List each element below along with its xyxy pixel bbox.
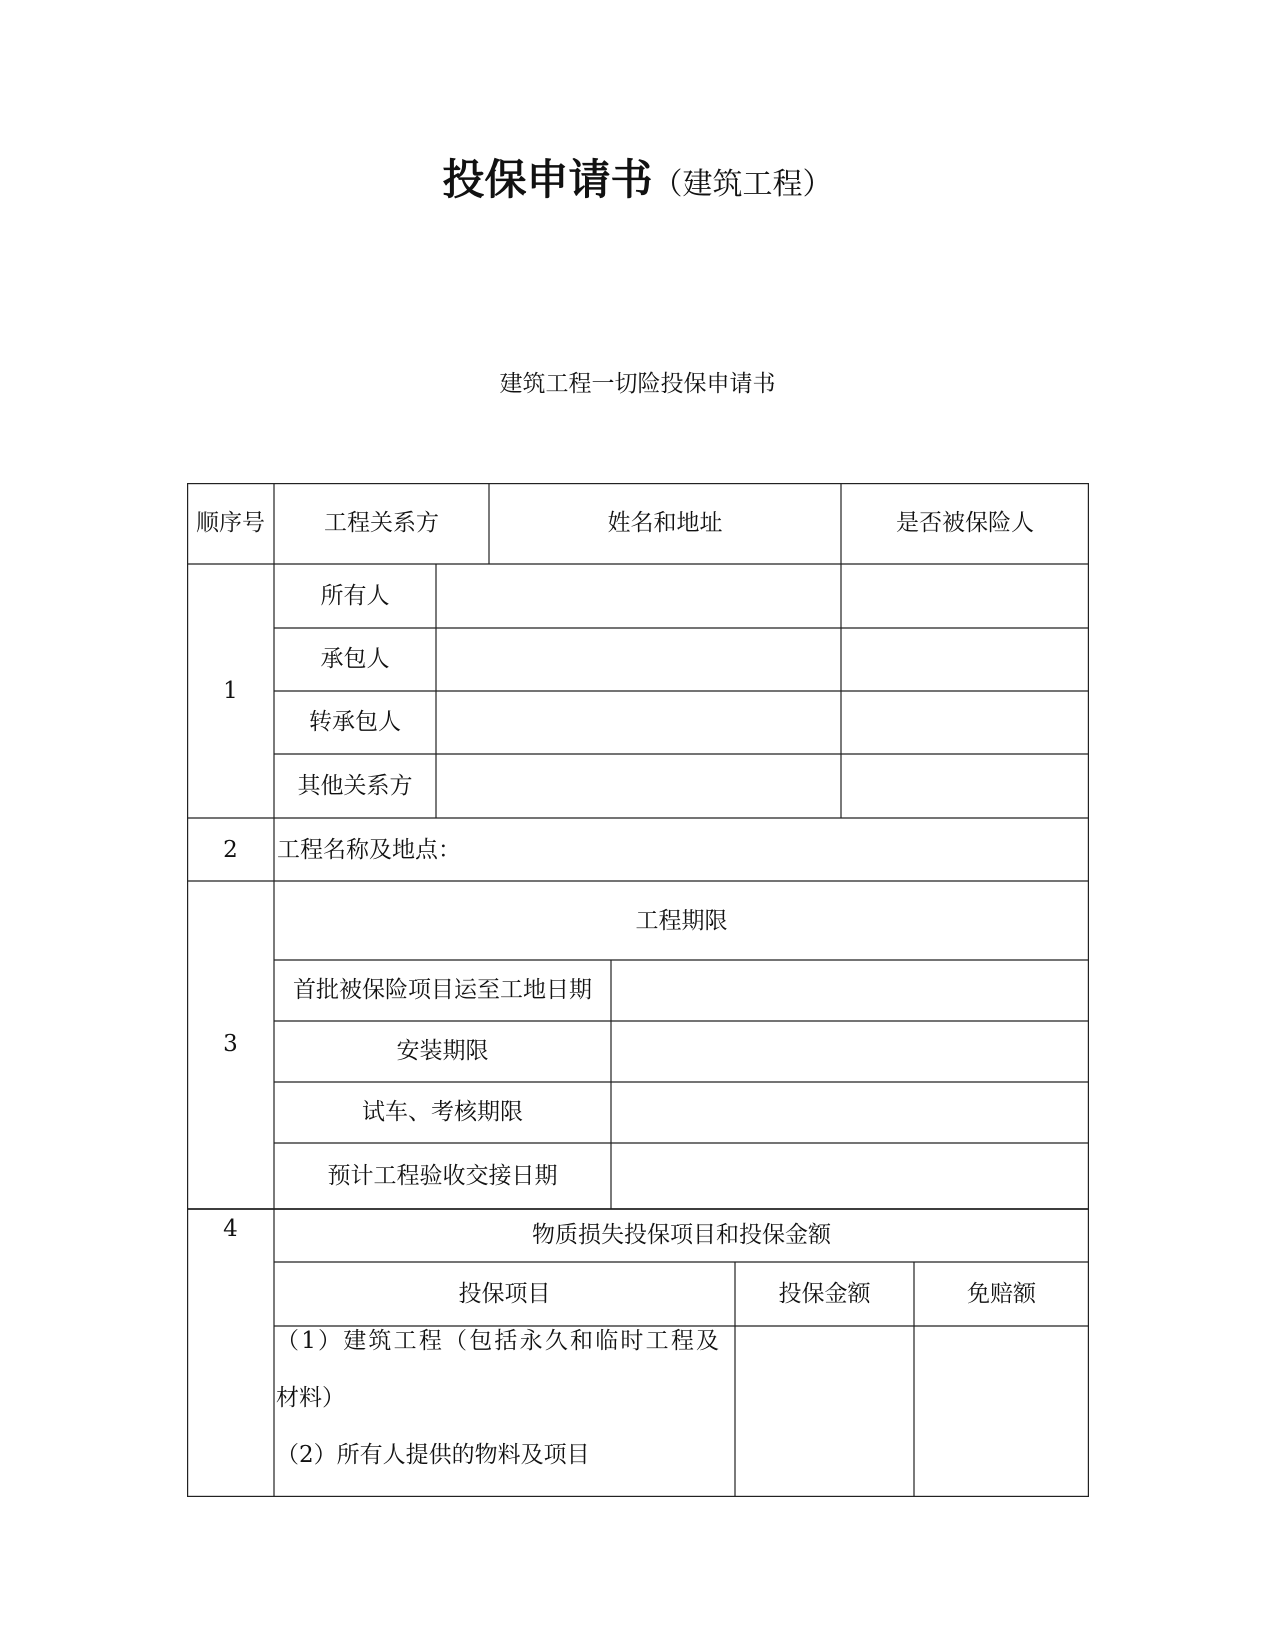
party-other: 其他关系方: [297, 773, 413, 799]
party-contractor: 承包人: [320, 646, 390, 672]
item1-line1: （1）建筑工程（包括永久和临时工程及: [276, 1328, 722, 1354]
project-period-heading: 工程期限: [635, 908, 728, 934]
application-form-table: [187, 483, 1089, 1497]
section2-seq: 2: [223, 837, 238, 863]
item2: （2）所有人提供的物料及项目: [276, 1442, 590, 1468]
contractor-name-address-field[interactable]: [437, 629, 840, 690]
acceptance-date-label: 预计工程验收交接日期: [327, 1163, 558, 1189]
project-name-location-field[interactable]: [487, 819, 1088, 880]
first-delivery-date-label: 首批被保险项目运至工地日期: [293, 977, 592, 1003]
section1-seq: 1: [223, 678, 238, 704]
trial-test-period-label: 试车、考核期限: [362, 1099, 523, 1125]
acceptance-date-field[interactable]: [612, 1144, 1088, 1208]
other-name-address-field[interactable]: [437, 755, 840, 817]
contractor-insured-field[interactable]: [842, 629, 1088, 690]
owner-insured-field[interactable]: [842, 565, 1088, 627]
header-insured: 是否被保险人: [896, 510, 1034, 536]
section4-seq: 4: [223, 1216, 238, 1242]
subcontractor-name-address-field[interactable]: [437, 692, 840, 753]
trial-test-period-field[interactable]: [612, 1083, 1088, 1142]
material-damage-heading: 物质损失投保项目和投保金额: [532, 1222, 831, 1248]
first-delivery-date-field[interactable]: [612, 961, 1088, 1020]
form-subtitle: 建筑工程一切险投保申请书: [499, 371, 776, 397]
subcontractor-insured-field[interactable]: [842, 692, 1088, 753]
header-seq: 顺序号: [196, 510, 265, 536]
page-title: [0, 150, 1275, 219]
deductible-field[interactable]: [915, 1327, 1088, 1496]
col-deductible: 免赔额: [967, 1281, 1036, 1307]
party-subcontractor: 转承包人: [309, 709, 401, 735]
insured-amount-field[interactable]: [736, 1327, 913, 1496]
party-owner: 所有人: [320, 583, 390, 609]
title-main: 投保申请书: [442, 155, 653, 204]
section3-seq: 3: [223, 1031, 238, 1057]
installation-period-field[interactable]: [612, 1022, 1088, 1081]
col-insured-item: 投保项目: [458, 1281, 551, 1307]
installation-period-label: 安装期限: [396, 1038, 489, 1064]
title-suffix: （建筑工程）: [652, 167, 833, 202]
owner-name-address-field[interactable]: [437, 565, 840, 627]
item1-line2: 材料）: [276, 1385, 345, 1411]
header-name-address: 姓名和地址: [607, 510, 723, 536]
project-name-location-label: 工程名称及地点：: [277, 837, 461, 863]
other-insured-field[interactable]: [842, 755, 1088, 817]
header-party: 工程关系方: [324, 510, 439, 536]
col-insured-amount: 投保金额: [778, 1281, 871, 1307]
